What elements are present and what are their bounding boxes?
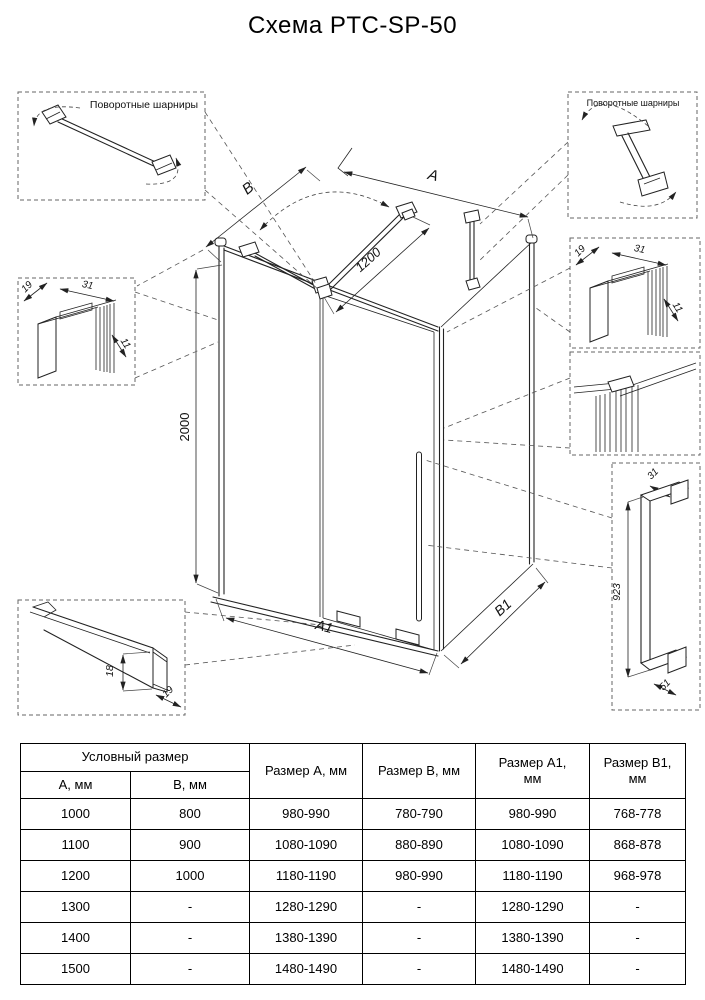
page-title: Схема PTC-SP-50 (247, 12, 458, 39)
dim-label-31: 31 (632, 243, 647, 257)
dim-label-11: 11 (669, 300, 685, 315)
dim-label-19: 19 (572, 243, 589, 260)
table-row (21, 954, 686, 985)
table-cell: 1300 (21, 892, 131, 923)
hinge-end-block (152, 155, 176, 175)
profile-body (38, 317, 56, 378)
table-cell: 800 (131, 799, 250, 830)
dim-label-51: 51 (657, 677, 674, 694)
table-cell: - (131, 954, 250, 985)
header-size-b: Размер В, мм (363, 744, 476, 799)
profile-body (590, 281, 608, 342)
table-cell: 980-990 (250, 799, 363, 830)
dim-label-923: 923 (611, 583, 623, 601)
dim-label-11: 11 (117, 336, 133, 351)
detail-box-handle (611, 463, 700, 710)
detail-box-profile-right (570, 238, 700, 348)
bracket-block (638, 172, 668, 196)
table-cell: - (131, 923, 250, 954)
post-cap-left (215, 238, 226, 246)
dim-label-19: 19 (19, 279, 36, 296)
table-cell: 880-890 (363, 830, 476, 861)
dim-label-a1: A1 (313, 616, 335, 637)
dim-label-1200: 1200 (352, 244, 384, 275)
table-cell: 980-990 (363, 861, 476, 892)
rail-guide-tab (337, 611, 360, 627)
table-cell: 1380-1390 (250, 923, 363, 954)
table-cell: - (131, 892, 250, 923)
table-row (21, 830, 686, 861)
table-cell: 1400 (21, 923, 131, 954)
dimension-b (206, 167, 320, 262)
dim-label-19: 19 (160, 684, 177, 701)
table-cell: - (363, 954, 476, 985)
header-size-a1: Размер А1, мм (476, 744, 590, 799)
table-cell: - (590, 954, 686, 985)
dim-label-a: A (426, 166, 441, 186)
table-cell: - (363, 923, 476, 954)
table-cell: 1080-1090 (250, 830, 363, 861)
bracket-foot (466, 278, 480, 290)
table-cell: 1280-1290 (476, 892, 590, 923)
header-conditional-size: Условный размер (21, 744, 250, 772)
detail-box-seal-junction (570, 352, 700, 455)
table-cell: - (363, 892, 476, 923)
table-cell: 1180-1190 (250, 861, 363, 892)
header-a-mm: А, мм (21, 772, 131, 799)
table-cell: 1080-1090 (476, 830, 590, 861)
table-cell: 868-878 (590, 830, 686, 861)
bar-hinge-cap (239, 242, 259, 257)
table-cell: 1380-1390 (476, 923, 590, 954)
table-cell: 1280-1290 (250, 892, 363, 923)
table-row (21, 923, 686, 954)
hinge-label-left: Поворотные шарниры (89, 99, 199, 111)
dim-label-31: 31 (645, 466, 662, 483)
table-cell: - (590, 892, 686, 923)
table-cell: 1000 (21, 799, 131, 830)
dim-label-b1: B1 (490, 595, 515, 619)
table-row (21, 861, 686, 892)
hinge-label-right: Поворотные шарниры (586, 98, 680, 108)
detail-box-hinge-right (568, 92, 697, 218)
table-cell: 768-778 (590, 799, 686, 830)
table-cell: 1100 (21, 830, 131, 861)
table-cell: 1180-1190 (476, 861, 590, 892)
table-cell: 780-790 (363, 799, 476, 830)
table-cell: 1500 (21, 954, 131, 985)
dim-label-2000: 2000 (177, 412, 192, 442)
table-row (21, 892, 686, 923)
door-handle (417, 452, 422, 621)
table-cell: 980-990 (476, 799, 590, 830)
table-cell: 968-978 (590, 861, 686, 892)
dimension-height-2000 (177, 265, 222, 593)
dim-label-18: 18 (104, 665, 116, 677)
table-row (21, 799, 686, 830)
table-cell: 1480-1490 (476, 954, 590, 985)
detail-box-hinge-left (18, 92, 205, 200)
rail-end-face (153, 648, 167, 692)
header-size-b1: Размер В1, мм (590, 744, 686, 799)
post-cap-rear (526, 235, 537, 243)
hinge-end-block (42, 105, 66, 124)
table-cell: 900 (131, 830, 250, 861)
table-cell: - (590, 923, 686, 954)
leader-lines (135, 112, 612, 665)
header-b-mm: В, мм (131, 772, 250, 799)
bracket-cap (464, 210, 480, 223)
table-cell: 1200 (21, 861, 131, 892)
bracket-plate (613, 120, 650, 136)
size-table (20, 743, 686, 985)
table-cell: 1480-1490 (250, 954, 363, 985)
dimension-a (338, 148, 533, 238)
dim-label-31: 31 (80, 279, 95, 293)
swing-arc (260, 192, 389, 230)
dim-label-b: B (238, 178, 258, 199)
dimension-b1 (444, 568, 548, 668)
detail-box-profile-left (18, 278, 135, 385)
header-size-a: Размер А, мм (250, 744, 363, 799)
seal-connector (608, 376, 634, 392)
dimension-bar-1200 (324, 217, 430, 314)
handle-bottom-pad (668, 647, 686, 673)
detail-box-bottom-rail (18, 600, 185, 715)
table-cell: 1000 (131, 861, 250, 892)
